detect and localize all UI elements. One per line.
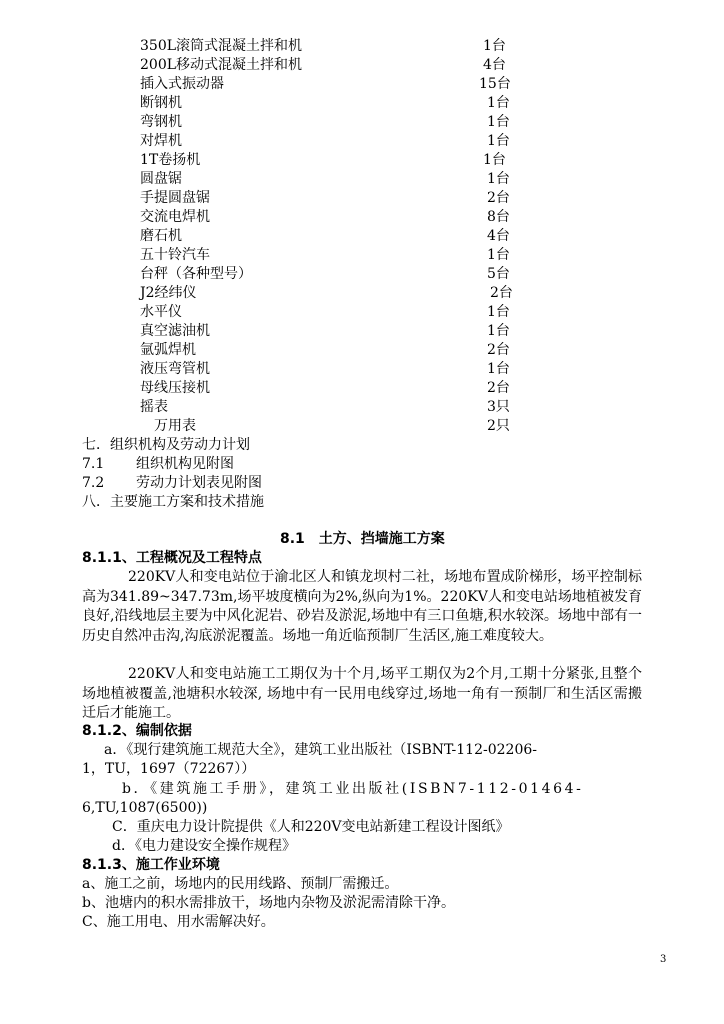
equipment-name: 万用表 <box>154 418 196 434</box>
equipment-qty: 15台 <box>479 76 511 92</box>
equipment-row <box>0 398 724 417</box>
equipment-qty: 1台 <box>487 133 510 149</box>
paragraph-project-overview <box>82 568 642 646</box>
item-7-2-text: 劳动力计划表见附图 <box>136 475 262 491</box>
page-number: 3 <box>660 954 667 965</box>
equipment-row <box>0 341 724 360</box>
reference-a-line1: a．《现行建筑施工规范大全》，建筑工业出版社（ISBNT-112-02206- <box>104 742 537 758</box>
section-8-heading: 八．主要施工方案和技术措施 <box>82 494 264 510</box>
equipment-name: 插入式振动器 <box>140 76 224 92</box>
equipment-name: 真空滤油机 <box>140 323 210 339</box>
equipment-name: 液压弯管机 <box>140 361 210 377</box>
equipment-row <box>0 303 724 322</box>
equipment-row <box>0 227 724 246</box>
equipment-name: 五十铃汽车 <box>140 247 210 263</box>
equipment-qty: 4台 <box>487 228 510 244</box>
equipment-qty: 4台 <box>483 57 506 73</box>
reference-c: C．重庆电力设计院提供《人和220V变电站新建工程设计图纸》 <box>112 819 510 835</box>
environment-item-a: a、施工之前，场地内的民用线路、预制厂需搬迁。 <box>82 876 399 892</box>
equipment-row <box>0 37 724 56</box>
reference-d: d．《电力建设安全操作规程》 <box>112 838 296 854</box>
equipment-qty: 5台 <box>487 266 510 282</box>
equipment-row <box>0 189 724 208</box>
equipment-row <box>0 265 724 284</box>
equipment-qty: 1台 <box>487 171 510 187</box>
equipment-qty: 2台 <box>487 342 510 358</box>
equipment-row <box>0 56 724 75</box>
reference-b-line2: 6,TU,1087(6500)) <box>82 800 208 816</box>
equipment-qty: 2台 <box>487 380 510 396</box>
section-7-heading: 七．组织机构及劳动力计划 <box>82 437 250 453</box>
equipment-qty: 1台 <box>483 38 506 54</box>
equipment-row <box>0 75 724 94</box>
equipment-row <box>0 113 724 132</box>
item-7-1-number: 7.1 <box>82 456 105 472</box>
equipment-row <box>0 322 724 341</box>
equipment-row <box>0 379 724 398</box>
equipment-name: 弯钢机 <box>140 114 182 130</box>
subsection-8-1-3-heading: 8.1.3、施工作业环境 <box>82 857 220 873</box>
equipment-row <box>0 208 724 227</box>
equipment-qty: 2只 <box>487 418 510 434</box>
equipment-name: 母线压接机 <box>140 380 210 396</box>
equipment-row <box>0 417 724 436</box>
paragraph-project-overview-text: 220KV人和变电站位于渝北区人和镇龙坝村二社，场地布置成阶梯形，场平控制标高为341.89~347.73m,场平坡度横向为2%,纵向为1%。220KV人和变电站场地植被发育良好,沿线地层主要为中风化泥岩、砂岩及淤泥,场地中有三口鱼塘,积水较深。场地中部有一历史自然冲击沟,沟底淤泥覆盖。场地一角近临预制厂生活区,施工难度较大。 <box>82 569 642 644</box>
paragraph-schedule-text: 220KV人和变电站施工工期仅为十个月,场平工期仅为2个月,工期十分紧张,且整个场地植被覆盖,池塘积水较深, 场地中有一民用电线穿过,场地一角有一预制厂和生活区需搬迁后才能施工。 <box>82 666 642 721</box>
equipment-name: 1T卷扬机 <box>140 152 201 168</box>
equipment-name: 台秤（各种型号） <box>140 266 252 282</box>
subsection-8-1-2-heading: 8.1.2、编制依据 <box>82 723 192 739</box>
equipment-qty: 1台 <box>483 152 506 168</box>
equipment-qty: 1台 <box>487 323 510 339</box>
equipment-qty: 1台 <box>487 304 510 320</box>
equipment-name: 氩弧焊机 <box>140 342 196 358</box>
equipment-qty: 1台 <box>487 114 510 130</box>
section-8-1-title: 8.1 土方、挡墙施工方案 <box>280 531 445 547</box>
paragraph-schedule <box>82 665 642 724</box>
equipment-qty: 1台 <box>487 95 510 111</box>
equipment-name: 断钢机 <box>140 95 182 111</box>
equipment-qty: 2台 <box>487 190 510 206</box>
equipment-name: 水平仪 <box>140 304 182 320</box>
subsection-8-1-1-heading: 8.1.1、工程概况及工程特点 <box>82 550 262 566</box>
equipment-name: 手提圆盘锯 <box>140 190 210 206</box>
equipment-name: J2经纬仪 <box>140 285 197 301</box>
reference-a-line2: 1，TU，1697（72267）） <box>82 761 256 777</box>
equipment-name: 350L滚筒式混凝土拌和机 <box>140 38 303 54</box>
equipment-qty: 1台 <box>487 361 510 377</box>
equipment-name: 200L移动式混凝土拌和机 <box>140 57 303 73</box>
equipment-qty: 2台 <box>490 285 513 301</box>
item-7-2-number: 7.2 <box>82 475 105 491</box>
equipment-row <box>0 94 724 113</box>
equipment-name: 磨石机 <box>140 228 182 244</box>
equipment-name: 圆盘锯 <box>140 171 182 187</box>
equipment-qty: 1台 <box>487 247 510 263</box>
equipment-row <box>0 360 724 379</box>
equipment-row <box>0 170 724 189</box>
equipment-qty: 3只 <box>487 399 510 415</box>
equipment-row <box>0 132 724 151</box>
equipment-row <box>0 284 724 303</box>
equipment-row <box>0 151 724 170</box>
item-7-1-text: 组织机构见附图 <box>136 456 234 472</box>
environment-item-b: b、池塘内的积水需排放干，场地内杂物及淤泥需清除干净。 <box>82 895 455 911</box>
environment-item-c: C、施工用电、用水需解决好。 <box>82 914 275 930</box>
equipment-qty: 8台 <box>487 209 510 225</box>
equipment-row <box>0 246 724 265</box>
equipment-name: 交流电焊机 <box>140 209 210 225</box>
equipment-name: 对焊机 <box>140 133 182 149</box>
equipment-name: 摇表 <box>140 399 168 415</box>
reference-b-line1: b．《建筑施工手册》，建筑工业出版社(ISBN7-112-01464- <box>122 781 584 797</box>
